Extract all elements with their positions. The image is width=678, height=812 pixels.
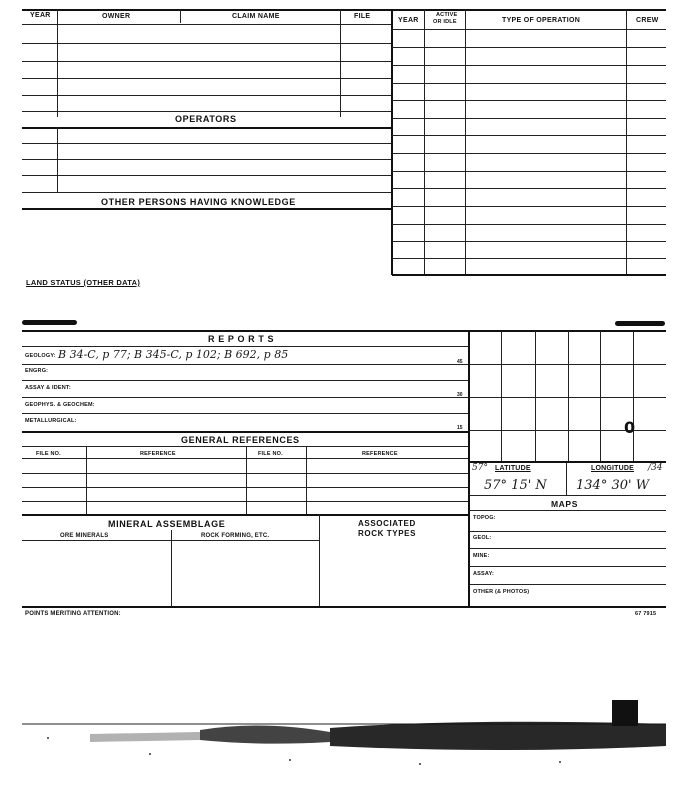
general-references-title: GENERAL REFERENCES xyxy=(181,435,300,445)
report-geology-value: B 34-C, p 77; B 345-C, p 102; B 692, p 85 xyxy=(58,348,289,361)
report-geology-label: GEOLOGY: xyxy=(25,353,56,359)
form-number: 67 7915 xyxy=(635,611,657,617)
points-meriting-label: POINTS MERITING ATTENTION: xyxy=(25,611,121,617)
latitude-value: 57° 15' N xyxy=(484,478,547,493)
col-header-claim-name: CLAIM NAME xyxy=(232,13,280,20)
ref-header-file-2: FILE NO. xyxy=(258,451,283,457)
report-metallurgical-code: 15 xyxy=(457,425,463,431)
report-assay-code: 30 xyxy=(457,392,463,398)
map-assay: ASSAY: xyxy=(473,571,495,577)
ref-header-reference-1: REFERENCE xyxy=(140,451,176,457)
report-geophys-label: GEOPHYS. & GEOCHEM: xyxy=(25,402,95,408)
col-header-file: FILE xyxy=(354,13,371,20)
map-other: OTHER (& PHOTOS) xyxy=(473,589,530,595)
ops-header-crew: CREW xyxy=(636,17,659,24)
maps-title: MAPS xyxy=(551,499,578,509)
report-engrg-label: ENGRG: xyxy=(25,368,49,374)
map-geol: GEOL: xyxy=(473,535,492,541)
ops-header-year: YEAR xyxy=(398,17,419,24)
longitude-label: LONGITUDE xyxy=(591,465,635,472)
report-geology-code: 45 xyxy=(457,359,463,365)
scan-smudge xyxy=(0,690,678,780)
rock-forming-header: ROCK FORMING, ETC. xyxy=(201,533,270,539)
operators-label: OPERATORS xyxy=(175,114,237,124)
ops-header-active-1: ACTIVE xyxy=(436,12,458,18)
report-metallurgical-label: METALLURGICAL: xyxy=(25,418,77,424)
latitude-label: LATITUDE xyxy=(495,465,531,472)
reports-title: R E P O R T S xyxy=(208,334,275,344)
mineral-assemblage-title: MINERAL ASSEMBLAGE xyxy=(108,519,226,529)
other-persons-label: OTHER PERSONS HAVING KNOWLEDGE xyxy=(101,197,296,207)
grid-mark: 0 xyxy=(624,418,636,437)
ref-header-reference-2: REFERENCE xyxy=(362,451,398,457)
report-assay-label: ASSAY & IDENT: xyxy=(25,385,71,391)
land-status-label: LAND STATUS (OTHER DATA) xyxy=(26,278,141,287)
map-topog: TOPOG: xyxy=(473,515,496,521)
ref-header-file-1: FILE NO. xyxy=(36,451,61,457)
ore-minerals-header: ORE MINERALS xyxy=(60,533,109,539)
ops-header-type: TYPE OF OPERATION xyxy=(502,17,581,24)
ops-header-active-2: OR IDLE xyxy=(433,19,457,25)
map-mine: MINE: xyxy=(473,553,490,559)
longitude-value: 134° 30' W xyxy=(576,478,650,493)
col-header-year: YEAR xyxy=(30,12,51,19)
latitude-prefix: 57° xyxy=(472,463,488,473)
col-header-owner: OWNER xyxy=(102,13,131,20)
associated-rock-types-2: ROCK TYPES xyxy=(358,529,417,538)
associated-rock-types-1: ASSOCIATED xyxy=(358,519,416,528)
longitude-suffix: /34 xyxy=(648,463,663,473)
